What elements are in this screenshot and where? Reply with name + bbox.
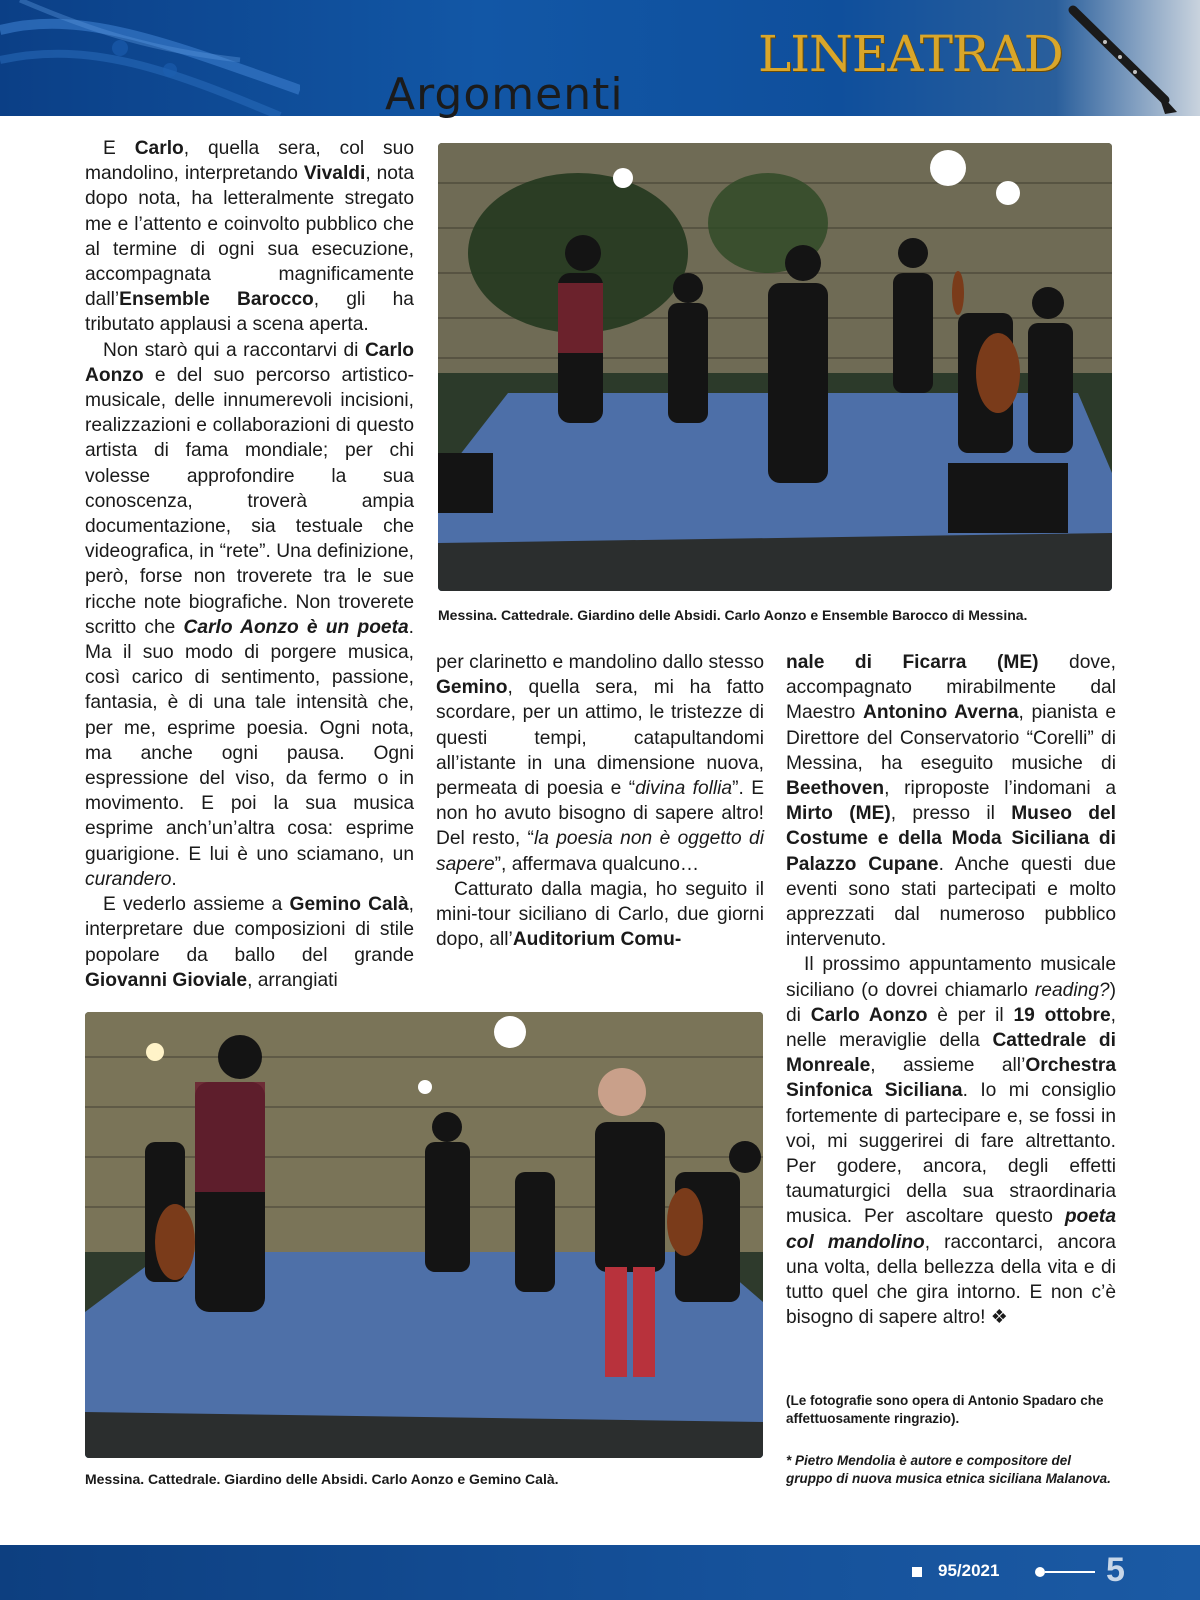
emphasis-text: Gemino Calà	[289, 894, 409, 916]
emphasis-text: Cattedrale di Monreale	[786, 1030, 1116, 1077]
paragraph: Non starò qui a raccontarvi di Carlo Aonzo e del suo percorso artistico-musicale, delle innumerevoli incisioni, realizzazioni e collaborazioni di questo artista di fama mondiale; per chi volesse approfondire la sua conoscenza, troverà ampia documentazione, sia testuale che videografica, in “rete”. Una definizione, però, forse non troverete tra le sue ricche note biografiche. Non troverete scritto che Carlo Aonzo è un poeta. Ma il suo modo di porgere musica, così carico di sentimento, passione, fantasia, è di una tale intensità che, per me, esprime poesia. Ogni nota, ma anche ogni pausa. Ogni espressione del viso, da fermo o in movimento. E poi la sua musica esprime anch’un’altra cosa: esprime guarigione. E lui è uno sciamano, un curandero.	[85, 339, 414, 890]
divider	[1045, 1571, 1095, 1573]
emphasis-text: Giovanni Gioviale	[85, 969, 248, 991]
paragraph: E Carlo, quella sera, col suo mandolino, interpretando Vivaldi, nota dopo nota, ha letteralmente stregato me e l’attento e coinvolto pubblico che al termine di ogni sua esecuzione, accompagnata magnificamente dall’Ensemble Barocco, gli ha tributato applausi a scena aperta.	[85, 138, 414, 336]
emphasis-text: Carlo	[134, 138, 184, 159]
photo-caption-2: Messina. Cattedrale. Giardino delle Absidi. Carlo Aonzo e Gemino Calà.	[85, 1471, 559, 1487]
emphasis-text: 19 ottobre	[1013, 1004, 1111, 1026]
concert-photo-duo	[85, 1012, 763, 1458]
text-column-3	[786, 650, 1116, 1330]
emphasis-text: Antonino Averna	[863, 702, 1019, 724]
swirl-decoration-icon	[0, 0, 300, 116]
dot-bullet-icon	[1035, 1567, 1045, 1577]
emphasis-text: curandero	[85, 868, 172, 890]
photo-caption-1: Messina. Cattedrale. Giardino delle Absidi. Carlo Aonzo e Ensemble Barocco di Messina.	[438, 607, 1028, 623]
emphasis-text: divina follia	[635, 778, 733, 800]
paragraph: Catturato dalla magia, ho seguito il mini-tour siciliano di Carlo, due giorni dopo, all’Auditorium Comu-	[436, 878, 764, 951]
emphasis-text: Carlo Aonzo è un poeta	[183, 616, 409, 638]
emphasis-text: Ensemble Barocco	[119, 289, 314, 311]
emphasis-text: poeta col mandolino	[786, 1206, 1116, 1253]
photo-credit: (Le fotografie sono opera di Antonio Spadaro che affettuosamente ringrazio).	[786, 1393, 1104, 1426]
page-number: 5	[1106, 1551, 1125, 1589]
paragraph: Il prossimo appuntamento musicale siciliano (o dovrei chiamarlo reading?) di Carlo Aonzo è per il 19 ottobre, nelle meraviglie della Cattedrale di Monreale, assieme all’Orchestra Sinfonica Siciliana. Io mi consiglio fortemente di partecipare e, se fossi in voi, mi suggerirei di fare altrettanto. Per godere, ancora, degli effetti taumaturgici della sua straordinaria musica. Per ascoltare questo poeta col mandolino, raccontarci, ancora una volta, della bellezza della vita e di tutto quel che gira intorno. E non c’è bisogno di sapere altro! ❖	[786, 954, 1117, 1329]
paragraph: E vederlo assieme a Gemino Calà, interpretare due composizioni di stile popolare da ballo del grande Giovanni Gioviale, arrangiati	[85, 894, 415, 991]
emphasis-text: Mirto (ME)	[786, 803, 891, 825]
emphasis-text: la poesia non è oggetto di sapere	[436, 828, 764, 875]
author-footnote: * Pietro Mendolia è autore e compositore del gruppo di nuova musica etnica siciliana Malanova.	[786, 1453, 1111, 1486]
emphasis-text: Museo del Costume e della Moda Siciliana di Palazzo Cupane	[786, 803, 1116, 875]
paragraph: nale di Ficarra (ME) dove, accompagnato mirabilmente dal Maestro Antonino Averna, pianista e Direttore del Conservatorio “Corelli” di Messina, ha eseguito musiche di Beethoven, riproposte l’indomani a Mirto (ME), presso il Museo del Costume e della Moda Siciliana di Palazzo Cupane. Anche questi due eventi sono stati partecipati e molto apprezzati dal numeroso pubblico intervenuto.	[786, 652, 1117, 951]
emphasis-text: Carlo Aonzo	[85, 339, 414, 386]
emphasis-text: nale di Ficarra (ME)	[786, 652, 1039, 673]
square-bullet-icon	[912, 1567, 922, 1577]
emphasis-text: Carlo Aonzo	[810, 1004, 928, 1026]
emphasis-text: Gemino	[436, 677, 508, 699]
text-column-1	[85, 136, 414, 993]
section-title: Argomenti	[385, 69, 624, 120]
footer-band	[0, 1545, 1200, 1600]
issue-number: 95/2021	[938, 1561, 1000, 1580]
emphasis-text: Beethoven	[786, 778, 885, 800]
text-column-2	[436, 650, 764, 952]
brand-logo: LINEATRAD	[758, 25, 1063, 83]
emphasis-text: Orchestra Sinfonica Siciliana	[786, 1055, 1116, 1102]
emphasis-text: Auditorium Comu-	[512, 929, 682, 951]
emphasis-text: reading?	[1034, 979, 1110, 1001]
paragraph: per clarinetto e mandolino dallo stesso Gemino, quella sera, mi ha fatto scordare, per un attimo, le tristezze di questi tempi, catapultandomi all’istante in una dimensione nuova, permeata di poesia e “divina follia”. E non ho avuto bisogno di sapere altro! Del resto, “la poesia non è oggetto di sapere”, affermava qualcuno…	[436, 652, 764, 875]
emphasis-text: Vivaldi	[303, 163, 366, 185]
clarinet-icon	[1065, 4, 1185, 116]
concert-photo-ensemble	[438, 143, 1112, 591]
